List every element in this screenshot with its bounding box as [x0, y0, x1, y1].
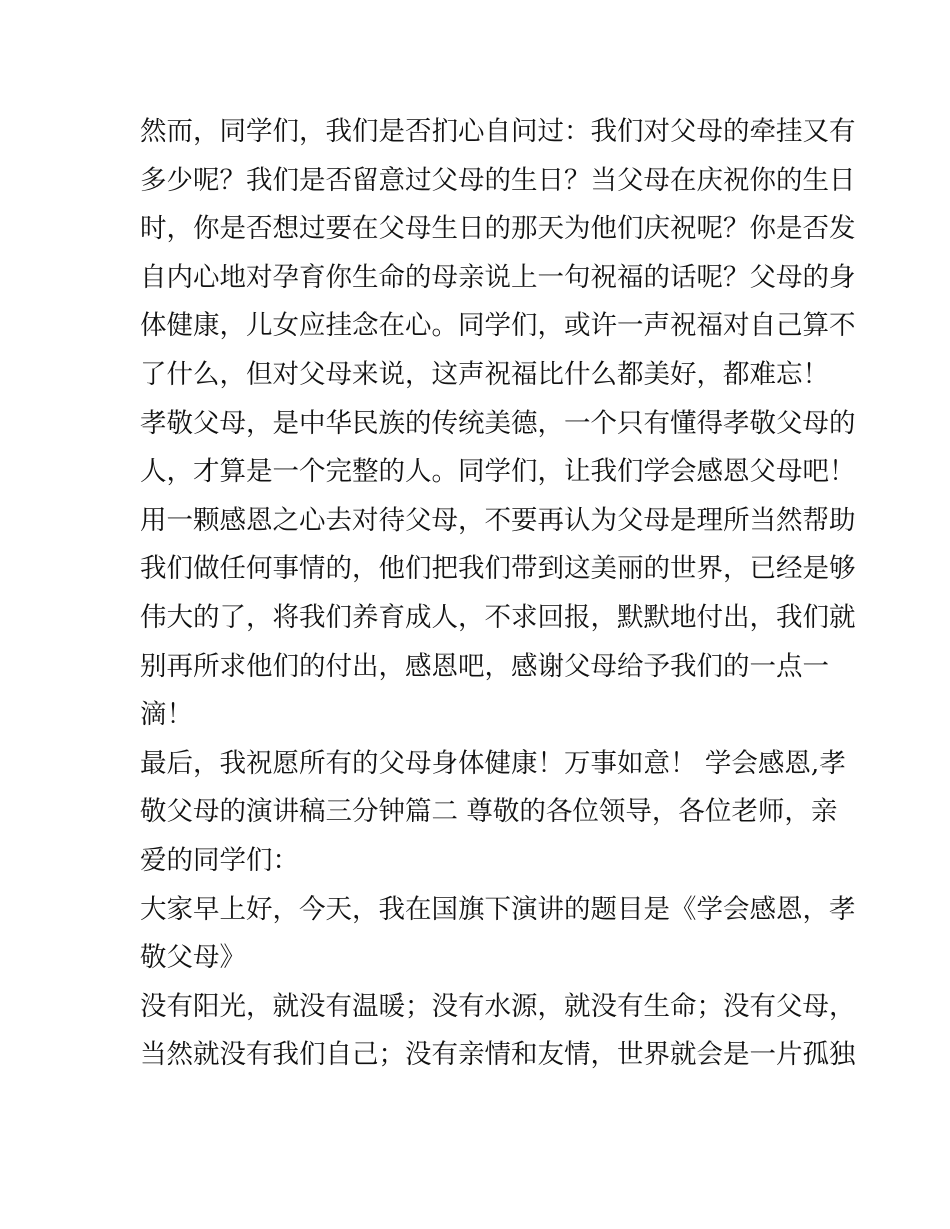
text-line: 然而，同学们，我们是否扪心自问过：我们对父母的牵挂又有: [140, 116, 856, 147]
text-line: 爱的同学们：: [140, 844, 299, 876]
text-line: 自内心地对孕育你生命的母亲说上一句祝福的话呢？父母的身: [140, 261, 856, 293]
text-line: 体健康，儿女应挂念在心。同学们，或许一声祝福对自己算不: [140, 310, 856, 342]
text-line: 人，才算是一个完整的人。同学们，让我们学会感恩父母吧！: [140, 456, 856, 488]
text-line: 时，你是否想过要在父母生日的那天为他们庆祝呢？你是否发: [140, 213, 856, 245]
text-line: 最后，我祝愿所有的父母身体健康！万事如意！ 学会感恩,孝: [140, 747, 846, 779]
text-line: 敬父母的演讲稿三分钟篇二 尊敬的各位领导，各位老师，亲: [140, 796, 838, 828]
text-line: 别再所求他们的付出，感恩吧，感谢父母给予我们的一点一: [140, 650, 829, 682]
text-line: 伟大的了，将我们养育成人，不求回报，默默地付出，我们就: [140, 601, 856, 633]
text-line: 孝敬父母，是中华民族的传统美德，一个只有懂得孝敬父母的: [140, 407, 856, 439]
text-line: 敬父母》: [140, 942, 246, 974]
body-text: [140, 108, 856, 1080]
text-line: 用一颗感恩之心去对待父母，不要再认为父母是理所当然帮助: [140, 504, 856, 536]
text-line: 了什么，但对父母来说，这声祝福比什么都美好，都难忘！: [140, 358, 829, 390]
text-line: 多少呢？我们是否留意过父母的生日？当父母在庆祝你的生日: [140, 164, 856, 196]
text-line: 我们做任何事情的，他们把我们带到这美丽的世界，已经是够: [140, 553, 856, 585]
text-line: 当然就没有我们自己；没有亲情和友情，世界就会是一片孤独: [140, 1039, 856, 1071]
text-line: 大家早上好，今天，我在国旗下演讲的题目是《学会感恩，孝: [140, 893, 856, 925]
text-line: 没有阳光，就没有温暖；没有水源，就没有生命；没有父母，: [140, 990, 856, 1022]
text-line: 滴！: [140, 699, 193, 731]
